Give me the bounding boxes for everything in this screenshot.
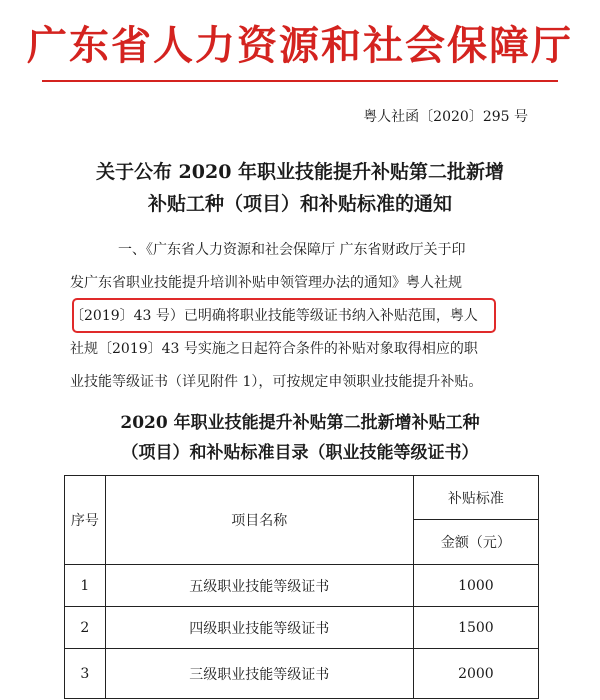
body-line-5: 业技能等级证书（详见附件 1），可按规定申领职业技能提升补贴。: [70, 374, 483, 390]
letterhead-title: 广东省人力资源和社会保障厅: [27, 22, 573, 69]
notice-title-line-2: 补贴工种（项目）和补贴标准的通知: [147, 193, 452, 215]
row-item-name: 三级职业技能等级证书: [105, 649, 413, 699]
header-serial-number: 序号: [65, 476, 106, 565]
header-item-name: 项目名称: [105, 476, 413, 565]
table-row: [65, 649, 539, 699]
row-item-name: 五级职业技能等级证书: [105, 565, 413, 607]
body-line-4: 社规〔2019〕43 号实施之日起符合条件的补贴对象取得相应的职: [70, 341, 478, 357]
body-line-2: 发广东省职业技能提升培训补贴申领管理办法的通知》粤人社规: [70, 275, 462, 291]
row-amount: 1500: [413, 607, 538, 649]
row-serial-number: 3: [65, 649, 106, 699]
body-line-3: 〔2019〕43 号）已明确将职业技能等级证书纳入补贴范围，粤人: [70, 308, 478, 324]
row-amount: 1000: [413, 565, 538, 607]
row-serial-number: 2: [65, 607, 106, 649]
body-line-1: 一、《广东省人力资源和社会保障厅 广东省财政厅关于印: [118, 242, 466, 258]
row-item-name: 四级职业技能等级证书: [105, 607, 413, 649]
row-amount: 2000: [413, 649, 538, 699]
row-serial-number: 1: [65, 565, 106, 607]
subsidy-catalog-table: [64, 475, 539, 699]
header-amount: 金额（元）: [413, 520, 538, 565]
document-number: 粤人社函〔2020〕295 号: [363, 109, 528, 125]
letterhead-red-divider: [42, 80, 558, 82]
table-title-line-1: 2020 年职业技能提升补贴第二批新增补贴工种: [120, 413, 480, 433]
red-highlight-box: [72, 298, 496, 333]
notice-title-line-1: 关于公布 2020 年职业技能提升补贴第二批新增: [95, 161, 505, 183]
table-row: [65, 607, 539, 649]
header-subsidy-standard: 补贴标准: [413, 476, 538, 520]
table-title-line-2: （项目）和补贴标准目录（职业技能等级证书）: [121, 443, 479, 463]
table-row: [65, 565, 539, 607]
